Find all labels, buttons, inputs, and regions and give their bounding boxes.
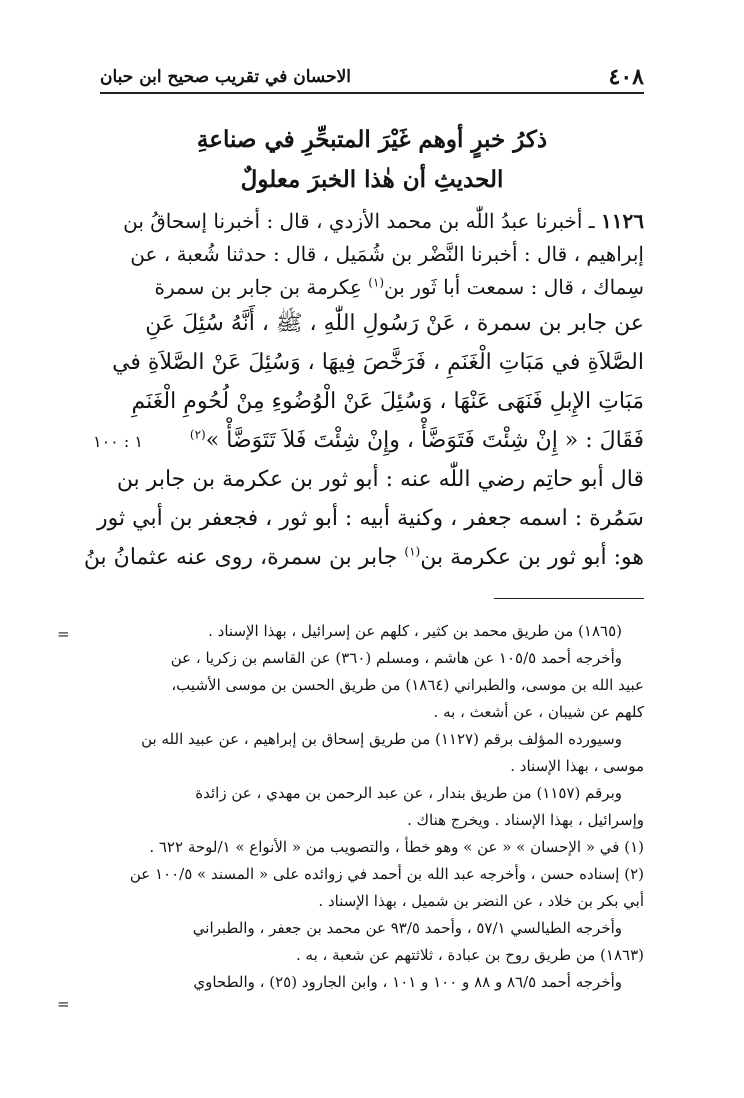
hadith-line-2: إبراهيم ، قال : أخبرنا النَّضْر بن شُمَيل ، قال : حدثنا شُعبة ، عن [130, 242, 644, 266]
hadith-line-1 [100, 205, 644, 238]
footnote-line: وأخرجه أحمد ١٠٥/٥ عن هاشم ، ومسلم (٣٦٠) عن القاسم بن زكريا ، عن [170, 649, 622, 667]
footnote-line: موسى ، بهذا الإسناد . [510, 757, 644, 775]
footnote-line: (١٨٦٣) من طريق روح بن عبادة ، ثلاثتهم عن شعبة ، به . [296, 946, 644, 964]
footnote-line: وأخرجه الطيالسي ٥٧/١ ، وأحمد ٩٣/٥ عن محمد بن جعفر ، والطبراني [192, 919, 622, 937]
hadith-line-10-text-a: هو: أبو ثور بن عكرمة بن [420, 545, 644, 570]
footnote-line: أبي بكر بن خلاد ، عن النضر بن شميل ، بهذا الإسناد . [318, 892, 644, 910]
hadith-line-6: مَبَاتِ الإِبلِ فَنَهَى عَنْهَا ، وَسُئِلَ عَنْ الْوُضُوءِ مِنْ لُحُومِ الْغَنَمِ [131, 389, 644, 414]
footnote-1: (١) في « الإحسان » « عن » وهو خطأ ، والتصويب من « الأنواع » ١/لوحة ٦٢٢ . [149, 838, 644, 856]
hadith-line-5: الصَّلاَةِ في مَبَاتِ الْغَنَمِ ، فَرَخَّصَ فِيهَا ، وَسُئِلَ عَنْ الصَّلاَةِ في [112, 350, 644, 375]
hadith-line-1-text: ـ أخبرنا عبدُ اللّٰه بن محمد الأزدي ، قال : أخبرنا إسحاقُ بن [123, 209, 595, 233]
continuation-mark-top: = [57, 625, 70, 643]
continuation-mark-bottom: = [57, 995, 70, 1013]
footnote-line: وسيورده المؤلف برقم (١١٢٧) من طريق إسحاق بن إبراهيم ، عن عبيد الله بن [141, 730, 622, 748]
footnote-line: عبيد الله بن موسى، والطبراني (١٨٦٤) من طريق الحسن بن موسى الأشيب، [171, 676, 644, 694]
hadith-number: ١١٢٦ [601, 209, 644, 233]
chapter-heading [150, 120, 594, 200]
running-title: الاحسان في تقريب صحيح ابن حبان [100, 67, 351, 87]
footnote-rule [494, 598, 644, 599]
footnote-line: وإسرائيل ، بهذا الإسناد . ويخرج هناك . [407, 811, 644, 829]
hadith-line-10 [83, 538, 644, 577]
heading-line-2: الحديثِ أن هٰذا الخبرَ معلولٌ [240, 166, 504, 193]
hadith-line-7-text: فَقَالَ : « إِنْ شِئْتَ فَتَوَضَّأْ ، وإِنْ شِئْتَ فَلاَ تَتَوَضَّأْ » [205, 428, 644, 453]
footnote-marker-1b: (١) [404, 544, 421, 559]
footnote-marker-1: (١) [368, 275, 385, 290]
volume-reference: ١ : ١٠٠ [92, 432, 143, 451]
hadith-line-10-text-b: جابر بن سمرة، روى عنه عثمانُ بنُ [83, 545, 398, 570]
hadith-line-4: عن جابر بن سمرة ، عَنْ رَسُولِ اللّٰهِ ، ﷺ ، أَنَّهُ سُئِلَ عَنِ [145, 311, 644, 336]
footnotes [100, 618, 644, 996]
hadith-line-3-text-a: سِماك ، قال : سمعت أبا ثَور بن [384, 275, 644, 299]
hadith-line-3-text-b: عِكرمة بن جابر بن سمرة [154, 275, 362, 299]
footnote-line: وأخرجه أحمد ٨٦/٥ و ٨٨ و ١٠٠ و ١٠١ ، وابن الجارود (٢٥) ، والطحاوي [193, 973, 622, 991]
footnote-2: (٢) إسناده حسن ، وأخرجه عبد الله بن أحمد في زوائده على « المسند » ١٠٠/٥ عن [129, 865, 644, 883]
header-rule [100, 92, 644, 94]
hadith-line-3 [100, 271, 644, 304]
page-number: ٤٠٨ [608, 64, 644, 90]
footnote-line: (١٨٦٥) من طريق محمد بن كثير ، كلهم عن إسرائيل ، بهذا الإسناد . [208, 622, 622, 640]
hadith-text [83, 205, 644, 577]
hadith-line-7 [92, 421, 644, 460]
page-header [100, 62, 644, 90]
footnote-line: وبرقم (١١٥٧) من طريق بندار ، عن عبد الرحمن بن مهدي ، عن زائدة [195, 784, 622, 802]
hadith-line-8: قال أبو حاتِم رضي اللّٰه عنه : أبو ثور بن عكرمة بن جابر بن [116, 467, 644, 492]
hadith-line-9: سَمُرة : اسمه جعفر ، وكنية أبيه : أبو ثور ، فجعفر بن أبي ثور [97, 506, 644, 531]
heading-line-1: ذكرُ خبرٍ أوهم غَيْرَ المتبحِّرِ في صناعةِ [196, 126, 548, 153]
footnote-marker-2: (٢) [189, 427, 206, 442]
footnote-line: كلهم عن شيبان ، عن أشعث ، به . [433, 703, 644, 721]
